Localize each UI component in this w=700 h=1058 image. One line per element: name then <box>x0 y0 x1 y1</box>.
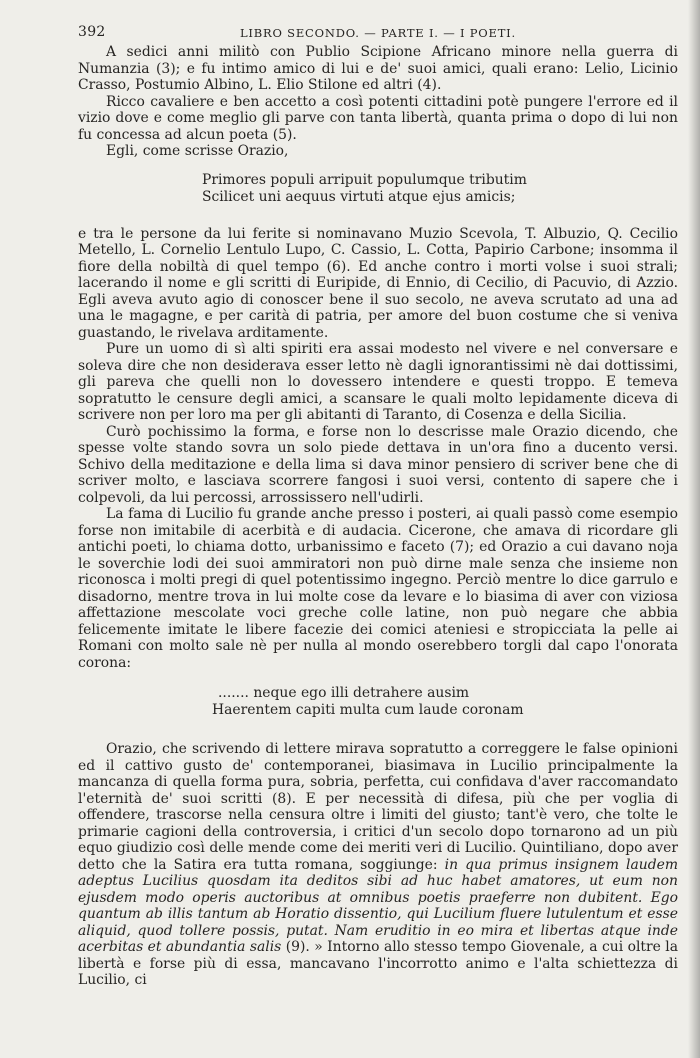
paragraph: Egli, come scrisse Orazio, <box>106 143 289 159</box>
paragraph: La fama di Lucilio fu grande anche presso i posteri, ai quali passò come esempio forse non imitabile di acerbità e di audacia. Cicerone, che amava di ricordare gli antichi poeti, lo chiama dotto, urbanissimo e faceto (7); ed Orazio a cui davano noja le soverchie lodi dei suoi ammiratori non può dirne male senza che insieme non riconosca i molti pregi di quel potentissimo ingegno. Perciò mentre lo dice garrulo e disadorno, mentre trova in lui molte cose da levare e lo biasima di aver con viziosa affettazione mescolate voci greche colle latine, non può negare che abbia felicemente imitate le libere facezie dei comici ateniesi e stropicciata la pelle ai Romani con molto sale nè per nulla al mondo oserebbero torgli dal capo l'onorata corona: <box>78 506 678 671</box>
page-edge-shadow <box>688 0 700 1058</box>
verse-quote <box>78 685 678 719</box>
paragraph <box>78 741 678 989</box>
page-header <box>78 24 678 44</box>
running-head: LIBRO SECONDO. — PARTE I. — I POETI. <box>240 26 516 40</box>
verse-line: ....... neque ego illi detrahere ausim <box>218 685 470 701</box>
paragraph: Curò pochissimo la forma, e forse non lo descrisse male Orazio dicendo, che spesse volte stando sovra un solo piede dettava in un'ora fino a ducento versi. Schivo della meditazione e della lima si dava minor pensiero di scriver bene che di scriver molto, e lasciava scorrere fangosi i suoi versi, contento di sapere che i colpevoli, da lui percossi, arrossissero nell'udirli. <box>78 423 678 506</box>
verse-line: Primores populi arripuit populumque tributim <box>202 171 527 188</box>
paragraph: A sedici anni militò con Publio Scipione Africano minore nella guerra di Numanzia (3); e fu intimo amico di lui e de' suoi amici, quali erano: Lelio, Licinio Crasso, Postumio Albino, L. Elio Stilone ed altri (4). <box>78 44 678 93</box>
paragraph: e tra le persone da lui ferite si nominavano Muzio Scevola, T. Albuzio, Q. Cecilio Metello, L. Cornelio Lentulo Lupo, C. Cassio, L. Cotta, Papirio Carbone; insomma il fiore della nobiltà di quel tempo (6). Ed anche contro i morti volse i suoi strali; lacerando il nome e gli scritti di Euripide, di Ennio, di Cecilio, di Pacuvio, di Azzio. Egli aveva avuto agio di conoscer bene il suo secolo, ne aveva scrutato ad una ad una le magagne, e per carità di patria, per amore del buon costume che si veniva guastando, le rivelava arditamente. <box>78 225 678 341</box>
page-body <box>78 44 678 989</box>
paragraph: Pure un uomo di sì alti spiriti era assai modesto nel vivere e nel conversare e soleva dire che non desiderava esser letto nè dagli ignorantissimi nè dai dottissimi, gli pareva che quelli non lo dovessero intendere e questi troppo. E temeva sopratutto le censure degli amici, a scansare le quali molto lepidamente diceva di scrivere non per loro ma per gli abitanti di Taranto, di Cosenza e della Sicilia. <box>78 341 678 423</box>
paragraph-text: (9). » Intorno allo stesso tempo Giovenale, a cui oltre la libertà e forse più di essa, mancavano l'incorrotto animo e l'alta schiettezza di Lucilio, ci <box>78 939 678 988</box>
latin-quotation: in qua primus insignem laudem adeptus Lucilius quosdam ita deditos sibi ad huc habet amatores, ut eum non ejusdem modo operis auctoribus at omnibus poetis praeferre non dubitent. Ego quantum ab illis tantum ab Horatio dissentio, qui Lucilium fluere lutulentum et esse aliquid, quod tollere possis, putat. Nam eruditio in eo mira et libertas atque inde acerbitas et abundantia salis <box>78 856 678 955</box>
verse-line: Scilicet uni aequus virtuti atque ejus amicis; <box>202 188 516 205</box>
page-number: 392 <box>78 24 106 40</box>
verse-quote <box>78 172 678 206</box>
paragraph-text: Orazio, che scrivendo di lettere mirava sopratutto a correggere le false opinioni ed il cattivo gusto de' contemporanei, biasimava in Lucilio principalmente la mancanza di quella forma pura, sobria, perfetta, cui confidava d'aver raccomandato l'eternità de' suoi scritti (8). E per necessità di difesa, più che per voglia di offendere, trascorse nella censura oltre i limiti del giusto; tant'è vero, che tolte le primarie cagioni della controversia, i critici d'un secolo dopo tornarono ad un più equo giudizio così delle mende come dei meriti veri di Lucilio. Quintiliano, dopo aver detto che la Satira era tutta romana, soggiunge: <box>78 741 678 873</box>
verse-line: Haerentem capiti multa cum laude coronam <box>212 702 524 718</box>
paragraph: Ricco cavaliere e ben accetto a così potenti cittadini potè pungere l'errore ed il vizio dove e come meglio gli parve con tanta libertà, quanta prima o dopo di lui non fu concessa ad alcun poeta (5). <box>78 93 678 143</box>
